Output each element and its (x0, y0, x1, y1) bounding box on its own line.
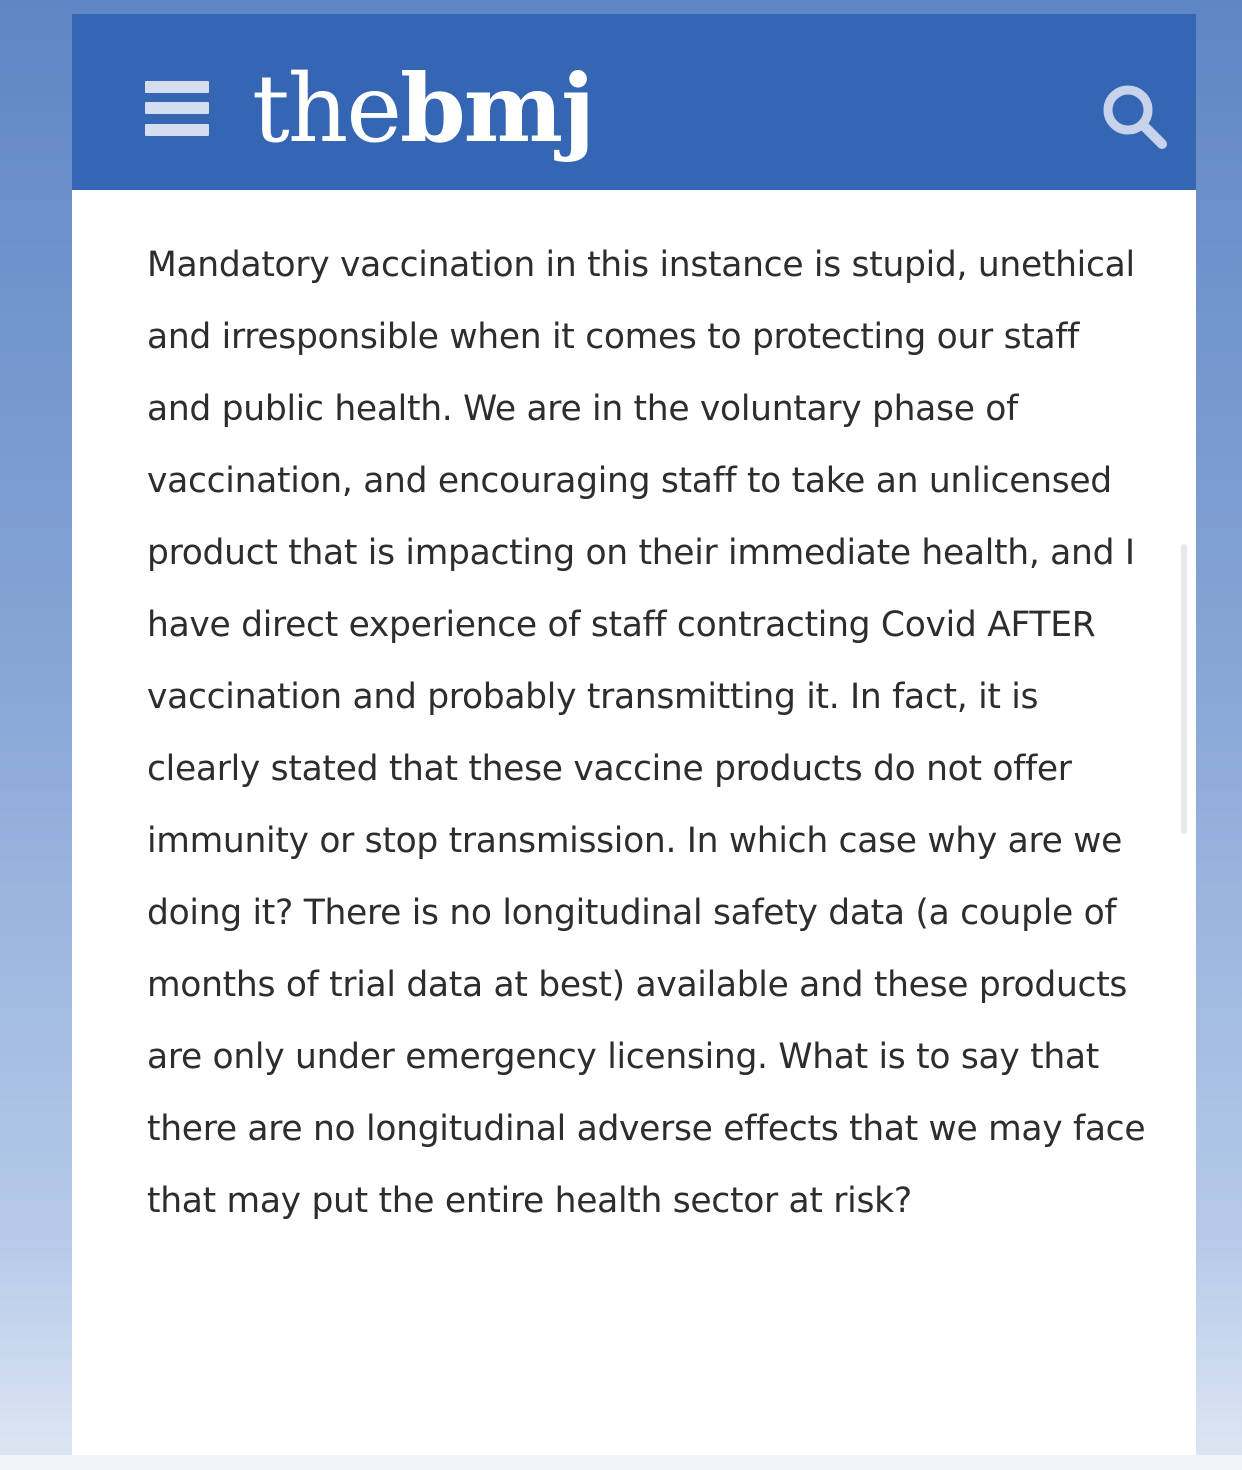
logo-the-text: the (252, 55, 400, 164)
scrollbar[interactable] (1181, 544, 1187, 834)
article-screen (72, 14, 1196, 1455)
logo-bmj-text: bmj (399, 54, 594, 164)
search-icon[interactable] (1100, 82, 1170, 152)
comment-body-text: Mandatory vaccination in this instance is stupid, unethical and irresponsible when it comes to protecting our staff and public health. We are in the voluntary phase of vaccination, and encouraging staff to take an unlicensed product that is impacting on their immediate health, and I have direct experience of staff contracting Covid AFTER vaccination and probably transmitting it. In fact, it is clearly stated that these vaccine products do not offer immunity or stop transmission. In which case why are we doing it? There is no longitudinal safety data (a couple of months of trial data at best) available and these products are only under emergency licensing. What is to say that there are no longitudinal adverse effects that we may face that may put the entire health sector at risk? (147, 245, 1146, 1221)
bmj-logo[interactable] (252, 54, 593, 164)
hamburger-menu-icon[interactable] (145, 81, 209, 137)
app-header (72, 14, 1196, 190)
bottom-strip (0, 1455, 1242, 1470)
article-content (147, 229, 1147, 1237)
